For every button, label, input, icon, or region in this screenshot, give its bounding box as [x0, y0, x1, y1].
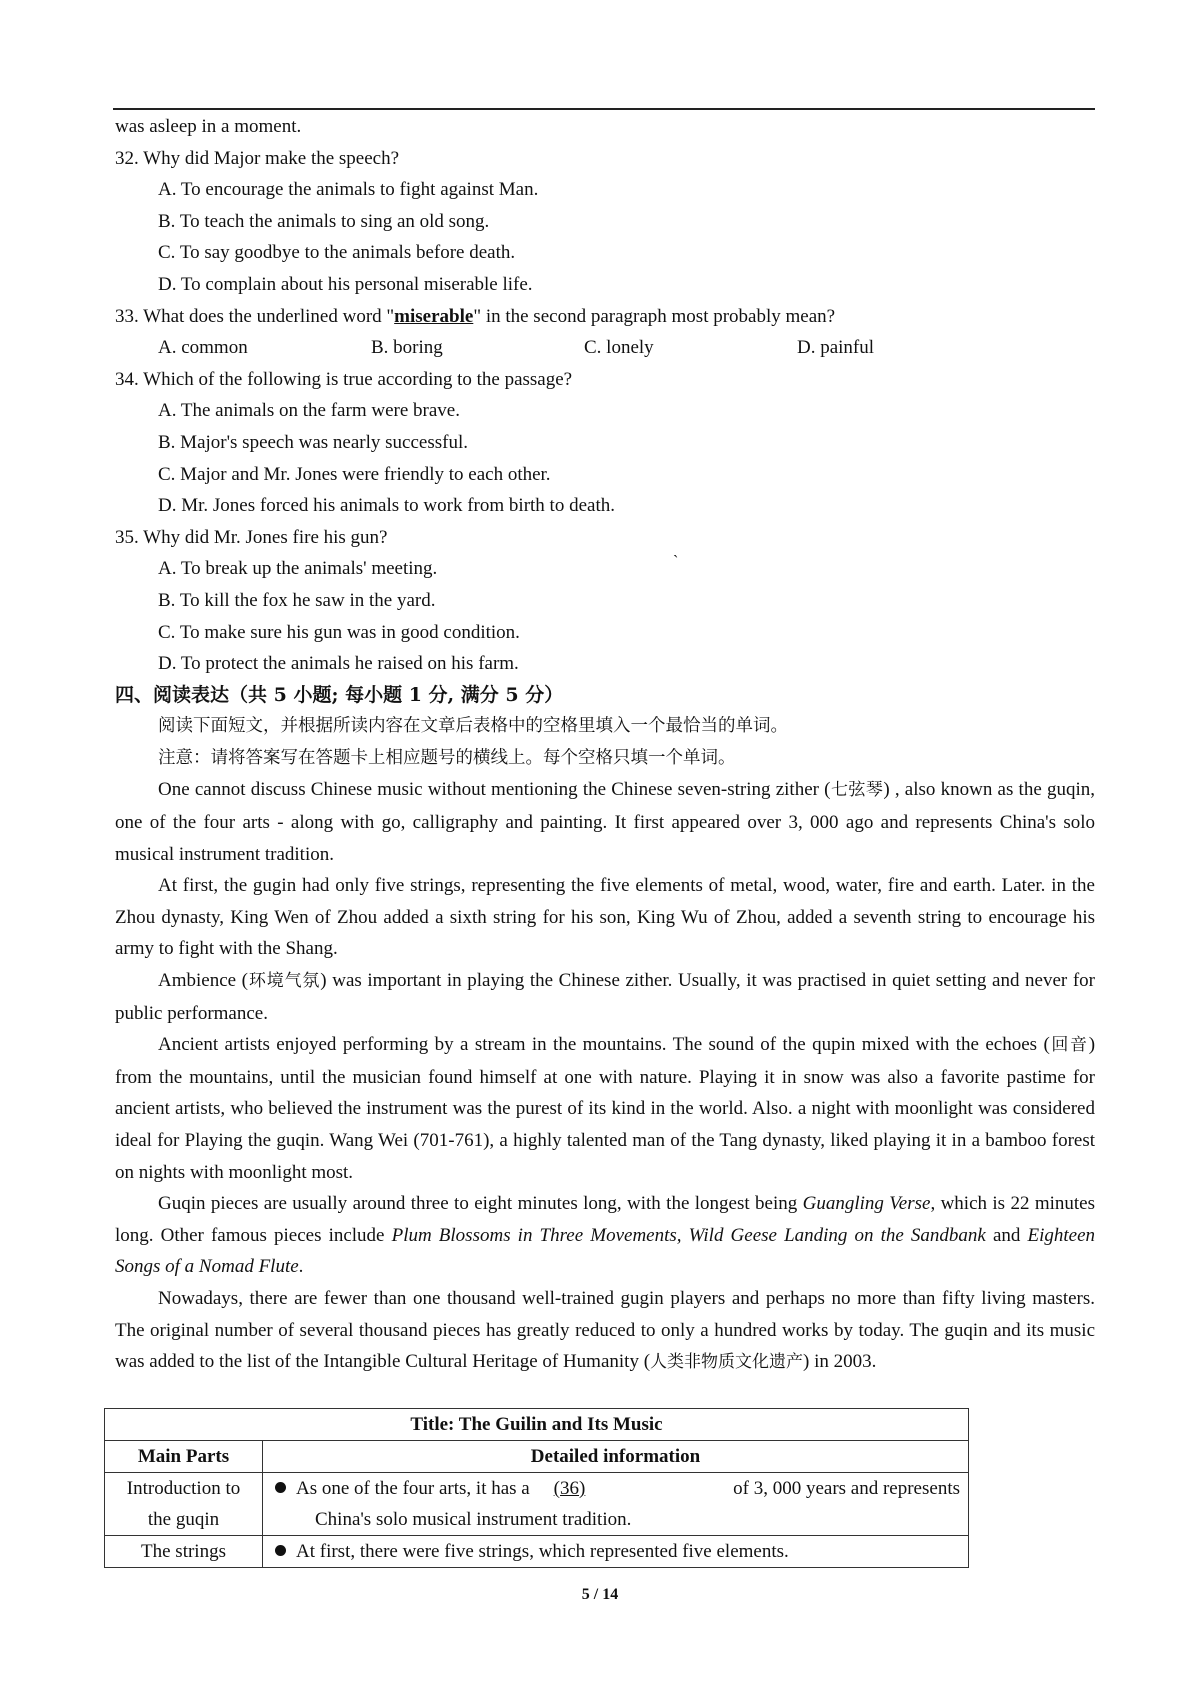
page-number: 5 / 14 [581, 1586, 619, 1603]
question-33-option-a: A. common [158, 337, 248, 359]
question-34-stem: 34. Which of the following is true according to the passage? [115, 368, 573, 390]
passage-paragraph-2: At first, the gugin had only five strings, representing the five elements of metal, wood, water, fire and earth. Later. in the Zhou dynasty, King Wen of Zhou added a sixth string for his son, King Wu of Zhou, added a seventh string to encourage his army to fight with the Shang. [115, 875, 1095, 960]
underlined-word: miserable [394, 305, 474, 327]
question-35-stem: 35. Why did Mr. Jones fire his gun? [115, 526, 388, 548]
continued-text: was asleep in a moment. [115, 116, 302, 137]
table-row [105, 1536, 969, 1568]
table-title: Title: The Guilin and Its Music [105, 1409, 969, 1441]
page-content [115, 111, 1095, 1379]
question-32-option-b: B. To teach the animals to sing an old song. [158, 210, 490, 232]
section-4-instruction: 阅读下面短文，并根据所读内容在文章后表格中的空格里填入一个最恰当的单词。 [158, 716, 788, 737]
question-33-options [115, 332, 1095, 364]
table-cell-part: Introduction to the guqin [105, 1473, 263, 1536]
bullet-icon [275, 1482, 286, 1493]
passage-paragraph-4: Ancient artists enjoyed performing by a stream in the mountains. The sound of the qupin mixed with the echoes (回音) from the mountains, until the musician found himself at one with nature. Playing it in snow was also a favorite pastime for ancient artists, who believed the instrument was the purest of its kind in the world. Also. a night with moonlight was considered ideal for Playing the guqin. Wang Wei (701-761), a highly talented man of the Tang dynasty, liked playing it in a bamboo forest on nights with moonlight most. [115, 1034, 1096, 1183]
passage-paragraph-1: One cannot discuss Chinese music without mentioning the Chinese seven-string zither (七弦琴) , also known as the guqin, one of the four arts - along with go, calligraphy and painting. It first appeared over 3, 000 ago and represents China's solo musical instrument tradition. [115, 779, 1095, 865]
question-34-option-c: C. Major and Mr. Jones were friendly to each other. [158, 463, 551, 485]
question-35-option-a: A. To break up the animals' meeting. [158, 558, 438, 580]
question-34-option-a: A. The animals on the farm were brave. [158, 400, 460, 422]
answer-blank-36[interactable]: (36) [553, 1478, 586, 1499]
question-35-option-b: B. To kill the fox he saw in the yard. [158, 589, 436, 611]
section-4-note: 注意：请将答案写在答题卡上相应题号的横线上。每个空格只填一个单词。 [158, 747, 736, 768]
table-row [105, 1473, 969, 1536]
table-cell-info: As one of the four arts, it has a (36) of 3, 000 years and represents China's solo musical instrument tradition. [263, 1473, 969, 1536]
question-35-option-c: C. To make sure his gun was in good condition. [158, 621, 520, 643]
header-rule [113, 108, 1095, 110]
passage-paragraph-3: Ambience (环境气氛) was important in playing the Chinese zither. Usually, it was practised in quiet setting and never for public performance. [115, 970, 1096, 1024]
question-33-option-c: C. lonely [584, 337, 654, 359]
stray-mark: ` [673, 553, 679, 570]
passage-paragraph-6: Nowadays, there are fewer than one thousand well-trained gugin players and perhaps no more than fifty living masters. The original number of several thousand pieces has greatly reduced to only a hundred works by today. The guqin and its music was added to the list of the Intangible Cultural Heritage of Humanity (人类非物质文化遗产) in 2003. [115, 1287, 1095, 1373]
question-32-stem: 32. Why did Major make the speech? [115, 147, 400, 169]
summary-table [104, 1408, 969, 1568]
question-32-option-c: C. To say goodbye to the animals before death. [158, 242, 516, 264]
question-33-stem: 33. What does the underlined word "miserable" in the second paragraph most probably mean? [115, 305, 836, 327]
question-32-option-d: D. To complain about his personal miserable life. [158, 273, 533, 295]
question-33-option-d: D. painful [797, 337, 875, 359]
table-header-detailed-information: Detailed information [263, 1441, 969, 1473]
passage-paragraph-5: Guqin pieces are usually around three to eight minutes long, with the longest being Guangling Verse, which is 22 minutes long. Other famous pieces include Plum Blossoms in Three Movements, Wild Geese Landing on the Sandbank and Eighteen Songs of a Nomad Flute. [115, 1193, 1095, 1278]
question-35-option-d: D. To protect the animals he raised on his farm. [158, 653, 519, 675]
table-cell-part: The strings [105, 1536, 263, 1568]
question-34-option-d: D. Mr. Jones forced his animals to work from birth to death. [158, 495, 615, 517]
table-header-main-parts: Main Parts [105, 1441, 263, 1473]
bullet-icon [275, 1545, 286, 1556]
table-cell-info: At first, there were five strings, which represented five elements. [263, 1536, 969, 1568]
question-33-option-b: B. boring [371, 337, 443, 359]
question-34-option-b: B. Major's speech was nearly successful. [158, 431, 468, 453]
section-4-heading: 四、阅读表达（共 5 小题; 每小题 1 分, 满分 5 分） [115, 683, 564, 706]
question-32-option-a: A. To encourage the animals to fight against Man. [158, 179, 539, 201]
